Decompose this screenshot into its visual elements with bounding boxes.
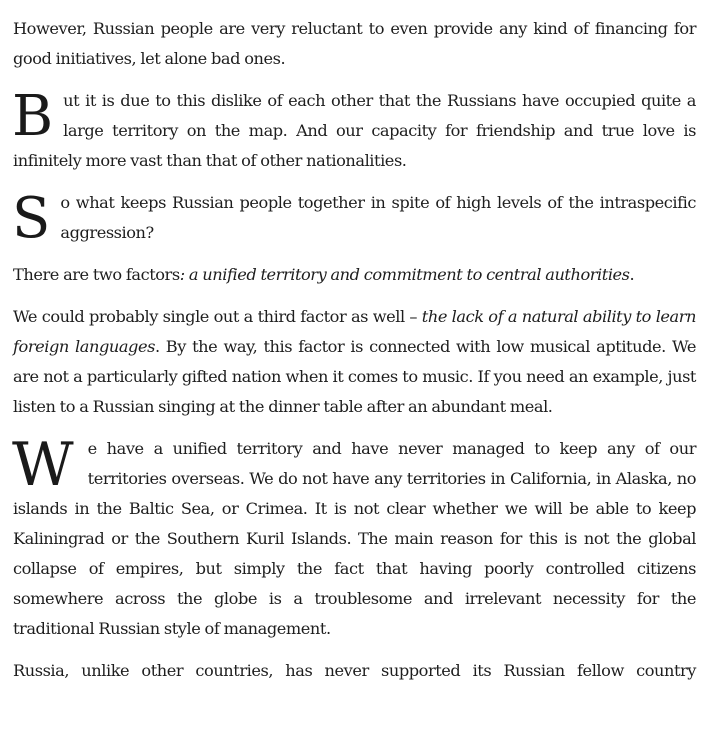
paragraph-financing: However, Russian people are very reluctant to even provide any kind of financing for good initiatives, let alone bad ones. (13, 19, 696, 68)
two-factors-lead: There are two factors (13, 265, 180, 284)
paragraph-dislike-text: ut it is due to this dislike of each other that the Russians have occupied quite a large territory on the map. And our capacity for friendship and true love is infinitely more vast than that of other nationalities. (13, 91, 696, 170)
paragraph-two-factors (13, 260, 696, 290)
drop-cap-w: W (12, 430, 74, 500)
paragraph-unified-territory-text: e have a unified territory and have never managed to keep any of our territories overseas. We do not have any territories in California, in Alaska, no islands in the Baltic Sea, or Crimea. It is not clear whether we will be able to keep Kaliningrad or the Southern Kuril Islands. The main reason for this is not the global collapse of empires, but simply the fact that having poorly controlled citizens somewhere across the globe is a troublesome and irrelevant necessity for the traditional Russian style of management. (13, 439, 696, 638)
paragraph-unified-territory (12, 430, 696, 644)
third-factor-lead: We could probably single out a third factor as well – (13, 307, 422, 326)
drop-cap-s: S (12, 186, 51, 251)
paragraph-what-keeps (12, 186, 696, 251)
third-factor-tail: . By the way, this factor is connected with low musical aptitude. We are not a particularly gifted nation when it comes to music. If you need an example, just listen to a Russian singing at the dinner table after an abundant meal. (13, 337, 696, 416)
paragraph-dislike (13, 86, 696, 176)
two-factors-italic: : a unified territory and commitment to central authorities (179, 265, 630, 284)
paragraph-third-factor (13, 302, 696, 422)
document-body (13, 14, 696, 698)
paragraph-what-keeps-text: o what keeps Russian people together in spite of high levels of the intraspecific aggression? (60, 193, 696, 242)
paragraph-russia-unlike: Russia, unlike other countries, has never supported its Russian fellow country (13, 661, 696, 680)
third-factor-italic: the lack of a natural ability to learn foreign languages (13, 307, 697, 356)
drop-cap-b: B (12, 84, 54, 149)
two-factors-tail: . (629, 265, 635, 284)
